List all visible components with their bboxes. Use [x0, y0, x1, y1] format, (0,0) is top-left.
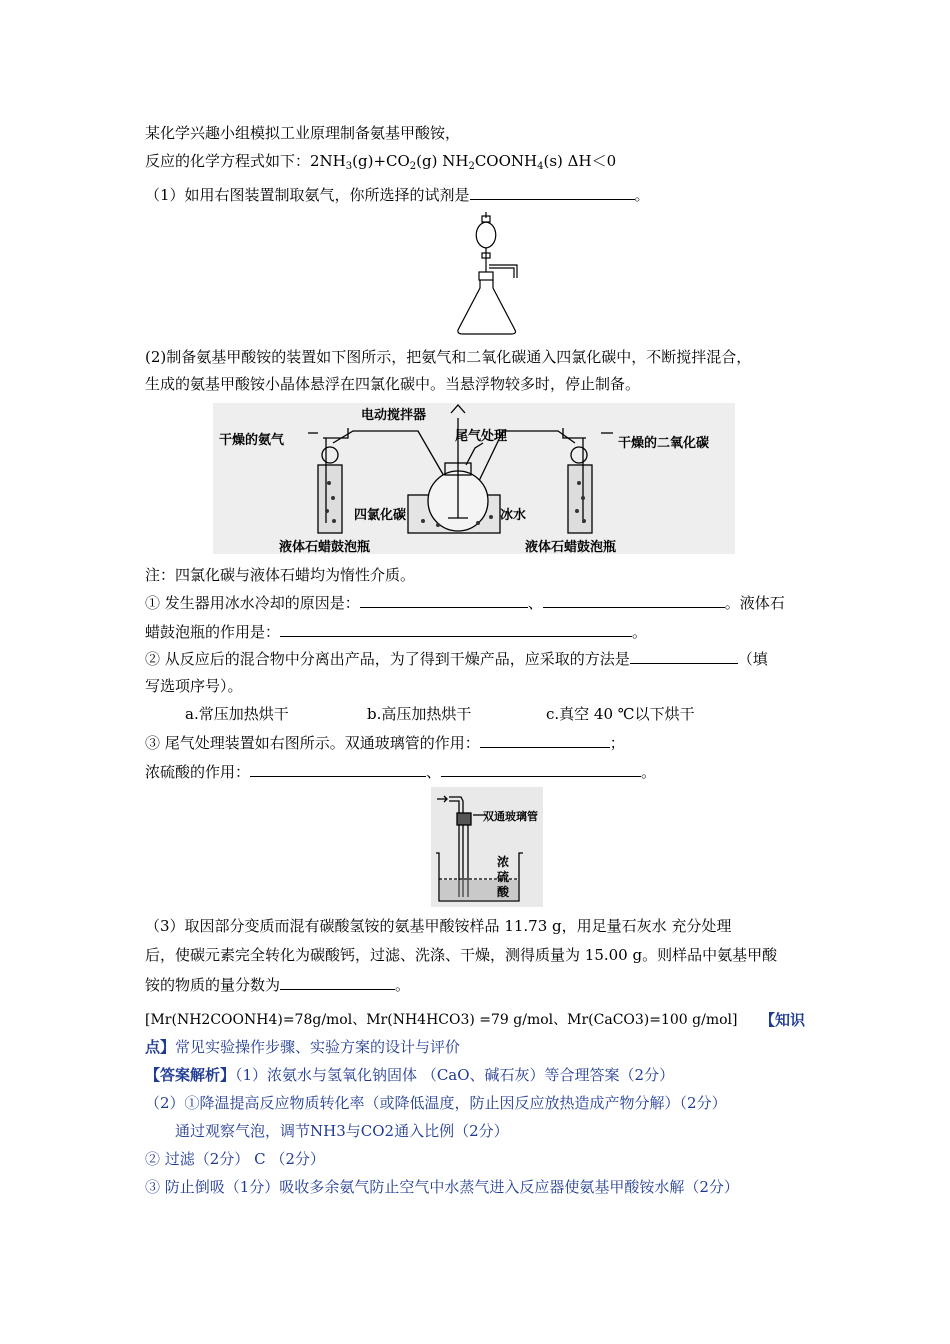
bubbler-right-label: 液体石蜡鼓泡瓶 — [525, 540, 617, 555]
option-b: b.高压加热烘干 — [367, 705, 472, 723]
answer-blank[interactable] — [280, 621, 632, 637]
answer-line-1: 【答案解析】（1）浓氨水与氢氧化钠固体 （CaO、碱石灰）等合理答案（2分） — [145, 1066, 675, 1084]
acid-label-3: 酸 — [497, 885, 510, 899]
answer-line-5: ③ 防止倒吸（1分）吸收多余氨气防止空气中水蒸气进入反应器使氨基甲酸铵水解（2分） — [145, 1178, 739, 1196]
bubbler-left-label: 液体石蜡鼓泡瓶 — [279, 540, 371, 555]
answer-blank[interactable] — [480, 732, 610, 748]
question-3-line-3: 铵的物质的量分数为 。 — [145, 976, 411, 994]
intro-line-1: 某化学兴趣小组模拟工业原理制备氨基甲酸铵， — [145, 124, 461, 142]
ccl4-label: 四氯化碳 — [354, 508, 407, 523]
tail-gas-label: 尾气处理 — [455, 429, 508, 444]
option-c: c.真空 40 ℃以下烘干 — [546, 705, 695, 723]
ice-water-label: 冰水 — [500, 508, 527, 523]
question-2-3-cont: 浓硫酸的作用： 、 。 — [145, 763, 657, 781]
answer-blank[interactable] — [250, 761, 426, 777]
answer-line-3: 通过观察气泡，调节NH3与CO2通入比例（2分） — [175, 1122, 509, 1140]
answer-blank[interactable] — [543, 592, 725, 608]
acid-label-2: 硫 — [497, 870, 510, 884]
question-1: （1）如用右图装置制取氨气，你所选择的试剂是 。 — [145, 186, 650, 204]
question-3-line-2: 后，使碳元素完全转化为碳酸钙，过滤、洗涤、干燥，测得质量为 15.00 g。则样品中氨基甲酸 — [145, 946, 778, 964]
question-2-2-cont: 写选项序号）。 — [145, 677, 243, 695]
dry-co2-label: 干燥的二氧化碳 — [618, 436, 710, 451]
answer-blank[interactable] — [441, 761, 641, 777]
question-2-line-2: 生成的氨基甲酸铵小晶体悬浮在四氯化碳中。当悬浮物较多时，停止制备。 — [145, 375, 641, 393]
question-3-line-1: （3）取因部分变质而混有碳酸氢铵的氨基甲酸铵样品 11.73 g，用足量石灰水 充分处理 — [145, 917, 732, 935]
apparatus-figure — [213, 403, 735, 554]
dry-ammonia-label: 干燥的氨气 — [219, 433, 285, 448]
question-2-1: ① 发生器用冰水冷却的原因是： 、 。液体石 — [145, 594, 785, 612]
question-2-line-1: (2)制备氨基甲酸铵的装置如下图所示，把氨气和二氧化碳通入四氯化碳中，不断搅拌混合， — [145, 348, 752, 366]
answer-blank[interactable] — [470, 184, 635, 200]
question-2-1-cont: 蜡鼓泡瓶的作用是： 。 — [145, 623, 648, 641]
note: 注：四氯化碳与液体石蜡均为惰性介质。 — [145, 566, 416, 584]
glass-tube-label: 双通玻璃管 — [483, 810, 538, 823]
answer-blank[interactable] — [360, 592, 528, 608]
stirrer-label: 电动搅拌器 — [361, 408, 427, 423]
knowledge-point: 点】常见实验操作步骤、实验方案的设计与评价 — [145, 1038, 461, 1056]
tail-gas-device-figure — [431, 787, 543, 907]
answer-line-2: （2）①降温提高反应物质转化率（或降低温度，防止因反应放热造成产物分解）（2分） — [145, 1094, 727, 1112]
question-2-2: ② 从反应后的混合物中分离出产品，为了得到干燥产品，应采取的方法是 （填 — [145, 650, 768, 668]
acid-label-1: 浓 — [497, 855, 510, 869]
knowledge-point-head: 【知识 — [760, 1011, 806, 1029]
answer-blank[interactable] — [280, 974, 395, 990]
intro-equation: 反应的化学方程式如下：$2NH_3(g)+CO_2(g)$ $NH_2COONH_4(s)$ ΔH＜0 — [145, 152, 617, 172]
answer-line-4: ② 过滤（2分） C （2分） — [145, 1150, 325, 1168]
answer-blank[interactable] — [630, 648, 738, 664]
molar-masses: [Mr(NH2COONH4)=78g/mol、Mr(NH4HCO3) =79 g/mol、Mr(CaCO3)=100 g/mol] — [145, 1012, 738, 1028]
ammonia-flask-figure — [455, 210, 530, 338]
option-a: a.常压加热烘干 — [185, 705, 289, 723]
question-2-3: ③ 尾气处理装置如右图所示。双通玻璃管的作用： ； — [145, 734, 625, 752]
